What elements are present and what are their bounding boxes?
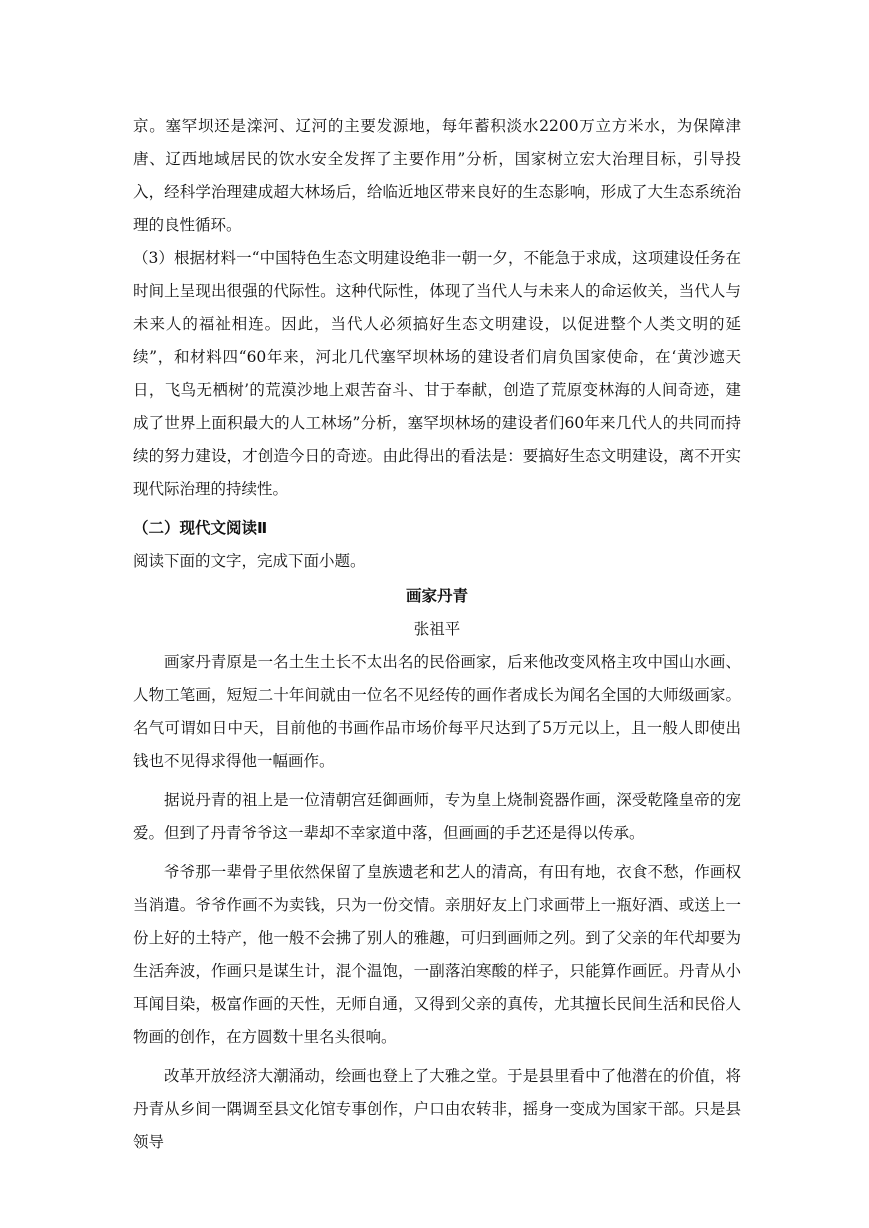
reading-instruction: 阅读下面的文字，完成下面小题。 <box>133 552 366 570</box>
story-paragraph-2: 据说丹青的祖上是一位清朝宫廷御画师，专为皇上烧制瓷器作画，深受乾隆皇帝的宠爱。但到了丹青爷爷这一辈却不幸家道中落，但画画的手艺还是得以传承。 <box>133 791 741 842</box>
section-heading: （二）现代文阅读Ⅱ <box>133 519 268 537</box>
story-paragraph-4: 改革开放经济大潮涌动，绘画也登上了大雅之堂。于是县里看中了他潜在的价值，将丹青从乡间一隅调至县文化馆专事创作，户口由农转非，摇身一变成为国家干部。只是县领导 <box>133 1067 741 1151</box>
story-paragraph-1: 画家丹青原是一名土生土长不太出名的民俗画家，后来他改变风格主攻中国山水画、人物工笔画，短短二十年间就由一位名不见经传的画作者成长为闻名全国的大师级画家。名气可谓如日中天，目前他的书画作品市场价每平尺达到了5万元以上，且一般人即使出钱也不见得求得他一幅画作。 <box>133 653 741 770</box>
document-body <box>133 110 741 1159</box>
story-title: 画家丹青 <box>405 587 468 605</box>
paragraph-question-3: （3）根据材料一“中国特色生态文明建设绝非一朝一夕，不能急于求成，这项建设任务在时间上呈现出很强的代际性。这种代际性，体现了当代人与未来人的命运攸关，当代人与未来人的福祉相连。因此，当代人必须搞好生态文明建设，以促进整个人类文明的延续”，和材料四“60年来，河北几代塞罕坝林场的建设者们肩负国家使命，在‘黄沙遮天日，飞鸟无栖树’的荒漠沙地上艰苦奋斗、甘于奉献，创造了荒原变林海的人间奇迹，建成了世界上面积最大的人工林场”分析，塞罕坝林场的建设者们60年来几代人的共同而持续的努力建设，才创造今日的奇迹。由此得出的看法是：要搞好生态文明建设，离不开实现代际治理的持续性。 <box>133 249 741 498</box>
story-author: 张祖平 <box>413 620 461 638</box>
paragraph-continuation: 京。塞罕坝还是滦河、辽河的主要发源地，每年蓄积淡水2200万立方米水，为保障津唐、辽西地域居民的饮水安全发挥了主要作用”分析，国家树立宏大治理目标，引导投入，经科学治理建成超大林场后，给临近地区带来良好的生态影响，形成了大生态系统治理的良性循环。 <box>133 117 741 234</box>
story-paragraph-3: 爷爷那一辈骨子里依然保留了皇族遗老和艺人的清高，有田有地，衣食不愁，作画权当消遣。爷爷作画不为卖钱，只为一份交情。亲朋好友上门求画带上一瓶好酒、或送上一份上好的土特产，他一般不会拂了别人的雅趣，可归到画师之列。到了父亲的年代却要为生活奔波，作画只是谋生计，混个温饱，一副落泊寒酸的样子，只能算作画匠。丹青从小耳闻目染，极富作画的天性，无师自通，又得到父亲的真传，尤其擅长民间生活和民俗人物画的创作，在方圆数十里名头很响。 <box>133 863 741 1046</box>
